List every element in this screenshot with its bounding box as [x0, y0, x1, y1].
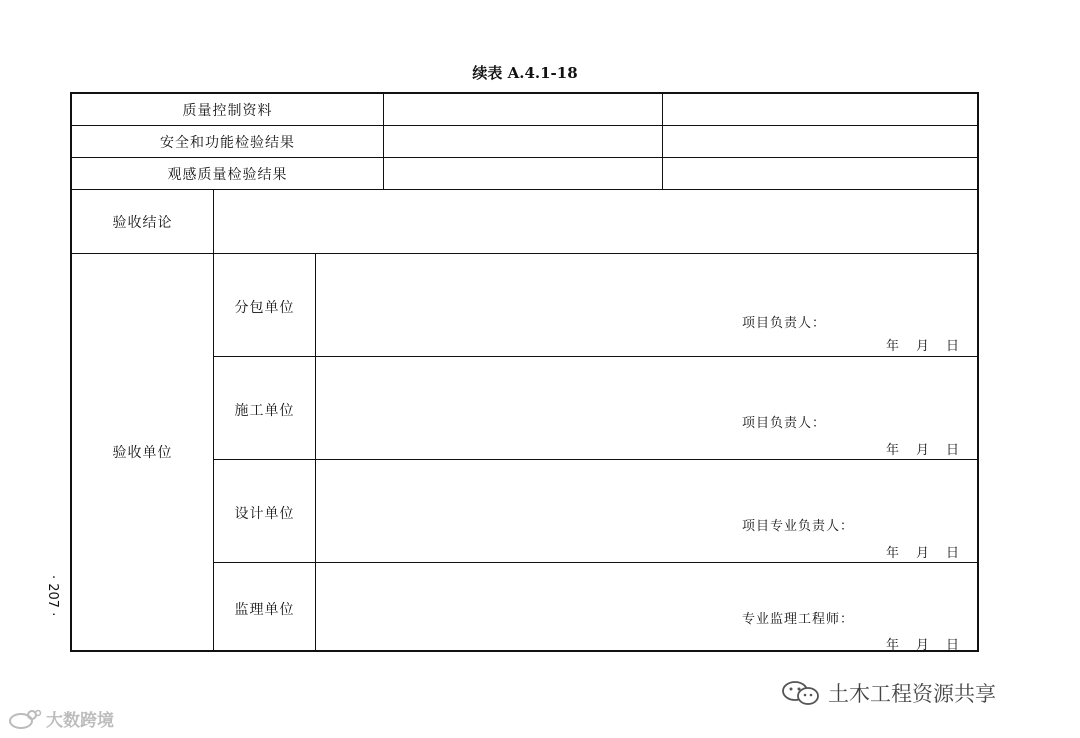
unit-name-designer: 设计单位: [234, 506, 295, 522]
label-appearance: 观感质量检验结果: [167, 166, 288, 183]
wechat-icon: [780, 679, 822, 707]
col-divider: [383, 94, 384, 189]
row-divider: [213, 562, 977, 563]
date-line: [870, 439, 960, 458]
date-year: 年: [886, 638, 901, 653]
date-year: 年: [886, 546, 901, 561]
signer-label: 项目专业负责人：: [742, 519, 855, 534]
row-divider: [213, 459, 977, 460]
label-conclusion: 验收结论: [112, 214, 173, 231]
date-day: 日: [946, 546, 961, 561]
watermark-left-text: 大数跨境: [46, 711, 114, 731]
date-day: 日: [946, 443, 961, 458]
table-caption: 续表 A.4.1-18: [472, 64, 578, 82]
date-day: 日: [946, 638, 961, 653]
date-line: [870, 542, 960, 561]
row-divider: [213, 356, 977, 357]
date-month: 月: [916, 443, 931, 458]
col-divider: [662, 94, 663, 189]
signer-label: 项目负责人：: [742, 316, 827, 331]
date-year: 年: [886, 443, 901, 458]
signer-label: 专业监理工程师：: [742, 612, 855, 627]
unit-name-contractor: 施工单位: [234, 403, 295, 419]
label-quality-control: 质量控制资料: [182, 102, 273, 119]
date-month: 月: [916, 638, 931, 653]
col-divider: [315, 253, 316, 650]
unit-name-subcontractor: 分包单位: [234, 300, 295, 316]
page-number: · 207 ·: [45, 575, 60, 617]
watermark-right-text: 土木工程资源共享: [828, 682, 996, 706]
label-safety-function: 安全和功能检验结果: [160, 134, 295, 151]
date-line: [870, 634, 960, 653]
date-day: 日: [946, 339, 961, 354]
date-month: 月: [916, 339, 931, 354]
weibo-icon: [8, 708, 42, 730]
date-line: [870, 335, 960, 354]
date-year: 年: [886, 339, 901, 354]
acceptance-table: [70, 92, 979, 652]
unit-name-supervisor: 监理单位: [234, 602, 295, 618]
watermark-right: [780, 678, 996, 708]
label-acceptance-units: 验收单位: [112, 445, 173, 461]
signer-label: 项目负责人：: [742, 416, 827, 431]
date-month: 月: [916, 546, 931, 561]
watermark-left: [8, 706, 114, 731]
